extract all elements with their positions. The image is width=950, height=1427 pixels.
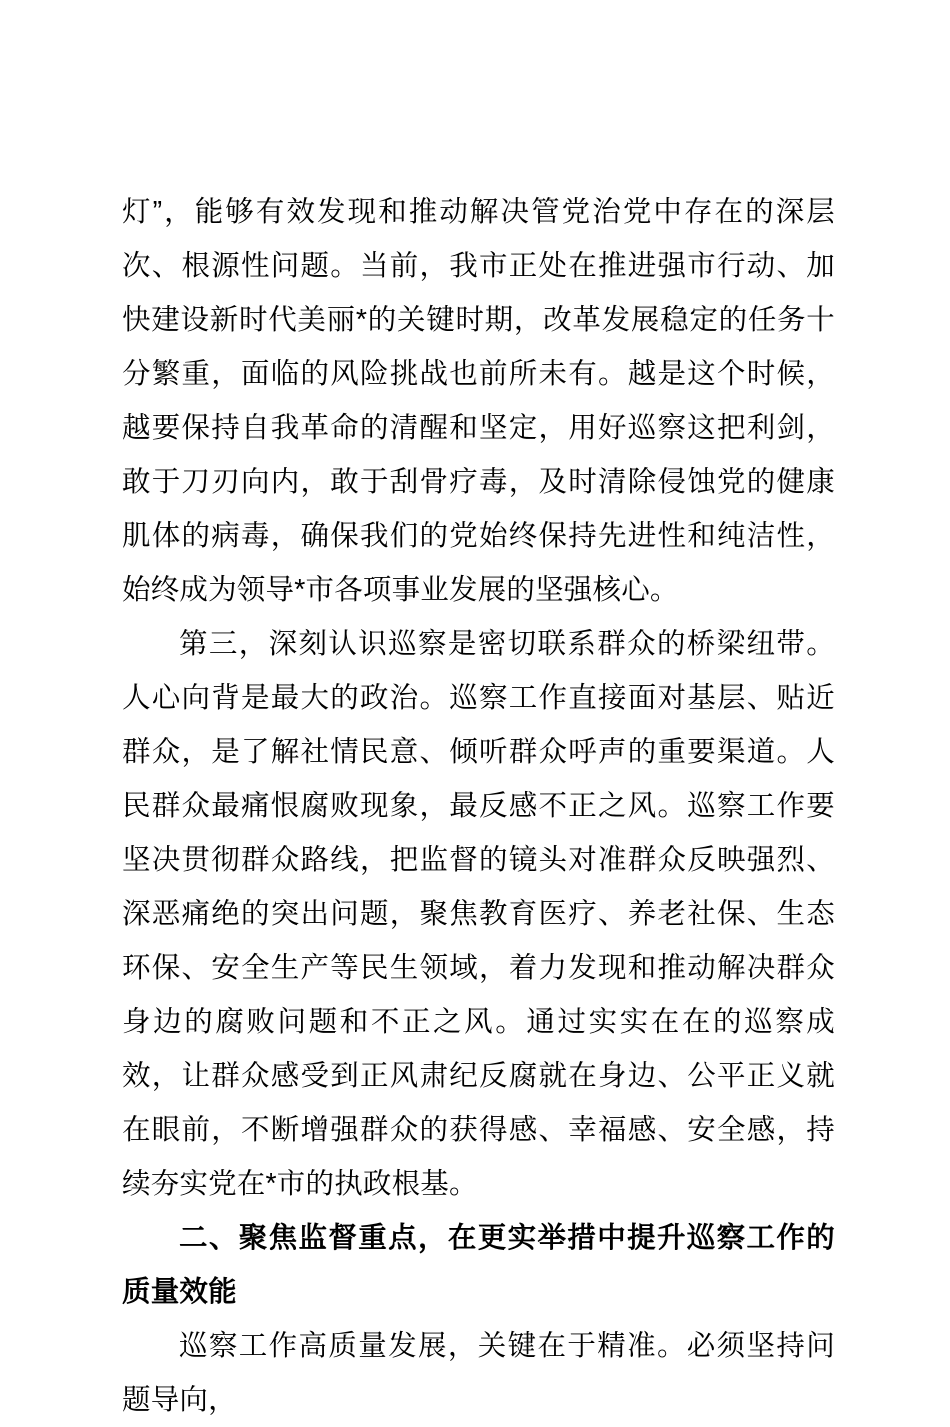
paragraph-section-two-opening: 巡察工作高质量发展，关键在于精准。必须坚持问题导向， [122, 1330, 835, 1416]
document-body [122, 185, 835, 1427]
paragraph-third-point: 第三，深刻认识巡察是密切联系群众的桥梁纽带。人心向背是最大的政治。巡察工作直接面对基层、贴近群众，是了解社情民意、倾听群众呼声的重要渠道。人民群众最痛恨腐败现象，最反感不正之风。巡察工作要坚决贯彻群众路线，把监督的镜头对准群众反映强烈、深恶痛绝的突出问题，聚焦教育医疗、养老社保、生态环保、安全生产等民生领域，着力发现和推动解决群众身边的腐败问题和不正之风。通过实实在在的巡察成效，让群众感受到正风肃纪反腐就在身边、公平正义就在眼前，不断增强群众的获得感、幸福感、安全感，持续夯实党在*市的执政根基。 [122, 628, 835, 1200]
paragraph-continuation: 灯”，能够有效发现和推动解决管党治党中存在的深层次、根源性问题。当前，我市正处在推进强市行动、加快建设新时代美丽*的关键时期，改革发展稳定的任务十分繁重，面临的风险挑战也前所未有。越是这个时候，越要保持自我革命的清醒和坚定，用好巡察这把利剑，敢于刀刃向内，敢于刮骨疗毒，及时清除侵蚀党的健康肌体的病毒，确保我们的党始终保持先进性和纯洁性，始终成为领导*市各项事业发展的坚强核心。 [122, 196, 835, 606]
heading-section-two: 二、聚焦监督重点，在更实举措中提升巡察工作的质量效能 [122, 1222, 835, 1308]
